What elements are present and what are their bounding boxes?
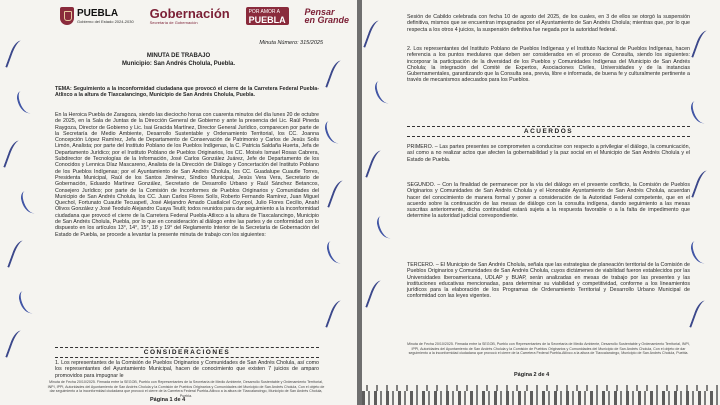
page-number: Página 1 de 4 — [150, 397, 186, 403]
document-subtitle: Municipio: San Andrés Cholula, Puebla. — [121, 61, 236, 67]
letterhead — [60, 3, 349, 29]
decorative-border — [362, 391, 720, 405]
page-footer: Minuta de Fecha 20/10/2025. Firmada entre la SEGOB, Pueblo con Representantes de la Secretaría de Medio Ambiente, Desarrollo Sustentable y Ordenamiento Territorial, INPI, IPPI, Autoridades del Ayuntamiento de San Andrés Cholula y la Comisión de Pueblos Originarios y Comunidades del Municipio de San Andrés Cholula, Con el objeto de dar seguimiento a la inconformidad ciudadana que provocó el cierre de la Carretera Federal Puebla-Atlixco a la altura de Tlaxcalancingo, Municipio de San Andrés Cholula, Puebla. — [407, 342, 690, 355]
signature-mark — [17, 288, 39, 315]
signature-mark — [363, 19, 385, 51]
signature-mark — [689, 299, 711, 331]
pensar-logo-line1: Pensar — [304, 7, 335, 17]
signature-mark — [325, 238, 347, 265]
agreements-heading: ACUERDOS — [407, 125, 690, 138]
signature-mark — [689, 98, 711, 125]
topic-paragraph: TEMA: Seguimiento a la inconformidad ciudadana que provocó el cierre de la Carretera Federal Puebla-Atlixco a la altura de Tlaxcalancingo, Municipio de San Andrés Cholula, Puebla. — [55, 86, 319, 99]
signature-mark — [365, 149, 387, 181]
signature-mark — [15, 88, 37, 115]
signature-mark — [5, 39, 27, 71]
signature-mark — [689, 238, 711, 265]
gobernacion-logo — [149, 5, 230, 25]
agreement-first: PRIMERO. – Las partes presentes se comprometen a conducirse con respecto a privilegiar el diálogo, la comunicación, así como a no realizar actos que afecten la gobernabilidad y la paz social en el Municipio de San Andrés Cholula y el Estado de Puebla. — [407, 144, 690, 163]
minute-number: Minuta Número: 315/2025 — [259, 40, 323, 46]
page-number: Página 2 de 4 — [514, 372, 550, 378]
amor-logo-line2: PUEBLA — [248, 15, 286, 25]
document-page-1 — [0, 0, 357, 405]
puebla-logo-title: PUEBLA — [77, 7, 119, 19]
signature-mark — [691, 169, 713, 201]
signature-mark — [19, 188, 41, 215]
considerations-heading: CONSIDERACIONES — [55, 346, 319, 359]
coat-of-arms-icon — [60, 7, 74, 25]
signature-mark — [325, 299, 347, 331]
puebla-logo-subtitle: Gobierno del Estado 2024-2030 — [77, 18, 134, 24]
signature-mark — [7, 239, 29, 271]
gobernacion-logo-title: Gobernación — [149, 5, 230, 21]
signature-mark — [323, 118, 345, 145]
agreement-third: TERCERO. – El Municipio de San Andrés Cholula, señala que las estrategias de planeación territorial de la Comisión de Pueblos Originarios y Comunidades de San Andrés Cholula, cuyos dictámenes de viabilidad fueron establecidos por las Universidades Iberoamericana, UDLAP y BUAP, serán analizadas en mesas de trabajo por las presentes y las instituciones educativas mencionadas, para determinar su viabilidad y competitividad, conforme a los lineamientos jurídicos para la elaboración de los Programas de Ordenamiento Territorial y Desarrollo Urbano Municipal de conformidad con las leyes vigentes. — [407, 262, 690, 300]
signature-mark — [365, 279, 387, 311]
signature-mark — [325, 59, 347, 91]
agreement-second: SEGUNDO. – Con la finalidad de permanecer por la vía del diálogo en el presente conflicto, la Comisión de Pueblos Originarios y Comunidades de San Andrés Cholula y el Honorable Ayuntamiento de San Andrés Cholula, acuerdan hacer del conocimiento de manera formal y poner a consideración de la Autoridad Federal competente, que en el acuerdo sobre la continuación de las mesas de diálogo con la consulta indígena, dando seguimiento a las mesas suscritas anteriormente, dicha continuidad estará sujeta a la respuesta favorable o a la falta de impedimento que determine la autoridad judicial correspondiente. — [407, 182, 690, 220]
document-page-2 — [362, 0, 720, 405]
signature-mark — [327, 179, 349, 211]
pensar-logo-line2: en Grande — [304, 15, 349, 25]
consideration-1: 1. Los representantes de la Comisión de Pueblos Originarios y Comunidades de San Andrés Cholula, así como los representantes del Ayuntamiento Municipal, hacen de conocimiento que existen 7 juicios de amparo promovidos para impugnar le — [55, 360, 319, 379]
consideration-2: 2. Los representantes del Instituto Poblano de Pueblos Indígenas y el Instituto Nacional de Pueblos Indígenas, hacen referencia a los puntos medulares que deben ser considerados en el proceso de Consulta, siendo los siguientes: incorporar la participación de la diversidad de los Pueblos y Comunidades Indígenas del Municipio de San Andrés Cholula; la integración del Comité de Expertos, Asociaciones Civiles, Universidades y de la instancias Gubernamentales, garantizando que la Consulta sea, previa, libre e informada, de buena fe y culturalmente pertinente a través de mecanismos adecuados para los Pueblos. — [407, 46, 690, 84]
gobernacion-logo-subtitle: Secretaría de Gobernación — [149, 19, 198, 25]
signature-mark — [3, 139, 25, 171]
puebla-logo — [60, 7, 134, 25]
continuation-paragraph: Sesión de Cabildo celebrada con fecha 10 de agosto del 2025, de los cuales, en 3 de ellos se otorgó la suspensión definitiva, mismos que se encuentran impugnados por el Ayuntamiento de San Andrés Cholula; mientras que, por lo que respecta a los otros 4 juicios, la suspensión definitiva fue negada por la autoridad federal. — [407, 14, 690, 33]
signature-mark — [375, 213, 397, 240]
pensar-en-grande-logo — [304, 8, 349, 24]
signature-mark — [373, 78, 395, 105]
signature-mark — [691, 29, 713, 61]
signature-mark — [5, 329, 27, 361]
amor-logo-line1: POR AMOR A — [248, 9, 280, 15]
document-title: MINUTA DE TRABAJO — [146, 53, 211, 59]
por-amor-a-puebla-logo — [246, 7, 289, 25]
intro-paragraph: En la Heroica Puebla de Zaragoza, siendo las dieciocho horas con cuarenta minutos del día lunes 20 de octubre de 2025, en la Sala de Juntas de la Dirección General de Gobierno y ante la presencia del Lic. Raúl Pineda Raygoza, Director de Gobierno y Lic. Isai Gracida Martínez, Director General Jurídico, comparecen por parte de la Secretaría de Medio Ambiente, Desarrollo Sustentable y Ordenamiento Territorial, los CC. Joanna Concepción López Ramírez, Jefa de Departamento de Conservación de Patrimonio y Carlos de Jesús Solís Limón, Analista; por parte del Instituto Poblano de los Pueblos Indígenas, la C. Patricia Saldaña Huerta, Jefa de Departamento Jurídico; por el Instituto Poblano de Pueblos Originarios, los CC. Moisés Ismael Rosas Cabrera, Subdirector de Tecnologías de la Información, José Carlos González Juárez, Jefe de Departamento de los Conocidos y Lennica Díaz Mascareno, Analista de la Dirección de Diálogo y Concertación del Instituto Poblano de los Pueblos Indígenas; por el Ayuntamiento de San Andrés Cholula, los CC. Guadalupe Cuautle Torres, Presidenta Municipal, Raúl de los Santos Jiménez, Síndico Municipal, Jesús Vera Vera, Secretario de Gobernación, Eduardo Martínez González, Secretario de Desarrollo Urbano y Raúl Sánchez Betancos, Consejero Jurídico; por parte de la Comisión de Inconformes de Pueblos Originarios y Comunidades del Municipio de San Andrés Cholula, los CC. Juan Carlos Flores Solís, Roberto Fernando Ramírez, Juan Miguel Quechol, Fortunato Cuautle Tecuapetl, José Alejandro Amado Cuatlalcel Coyopol, Julio Flores Cecilio, Anahí Olivos González y José Teodulo Alejandro Cuaya Teutli; todos reunidos para dar seguimiento a la inconformidad ciudadana que provocó el cierre de la Carretera Federal Puebla-Atlixco a la altura de Tlaxcalancingo, Municipio de San Andrés Cholula, Puebla, por lo que en consideración al diálogo entre las partes y de conformidad con lo dispuesto en los artículos 13°, 14°, 15°, 18 y 19° del Reglamento Interior de la Secretaría de Gobernación del Estado de Puebla, se procede a levantar la presente minuta de trabajo con los siguientes: — [55, 112, 319, 238]
page-footer: Minuta de Fecha 20/10/2025. Firmada entre la SEGOB, Pueblo con Representantes de la Secretaría de Medio Ambiente, Desarrollo Sustentable y Ordenamiento Territorial, INPI, IPPI, Autoridades del Ayuntamiento de San Andrés Cholula y la Comisión de Pueblos Originarios y Comunidades del Municipio de San Andrés Cholula, Con el objeto de dar seguimiento a la inconformidad ciudadana que provocó el cierre de la Carretera Federal Puebla-Atlixco a la altura de Tlaxcalancingo, Municipio de San Andrés Cholula, Puebla. — [47, 380, 325, 398]
